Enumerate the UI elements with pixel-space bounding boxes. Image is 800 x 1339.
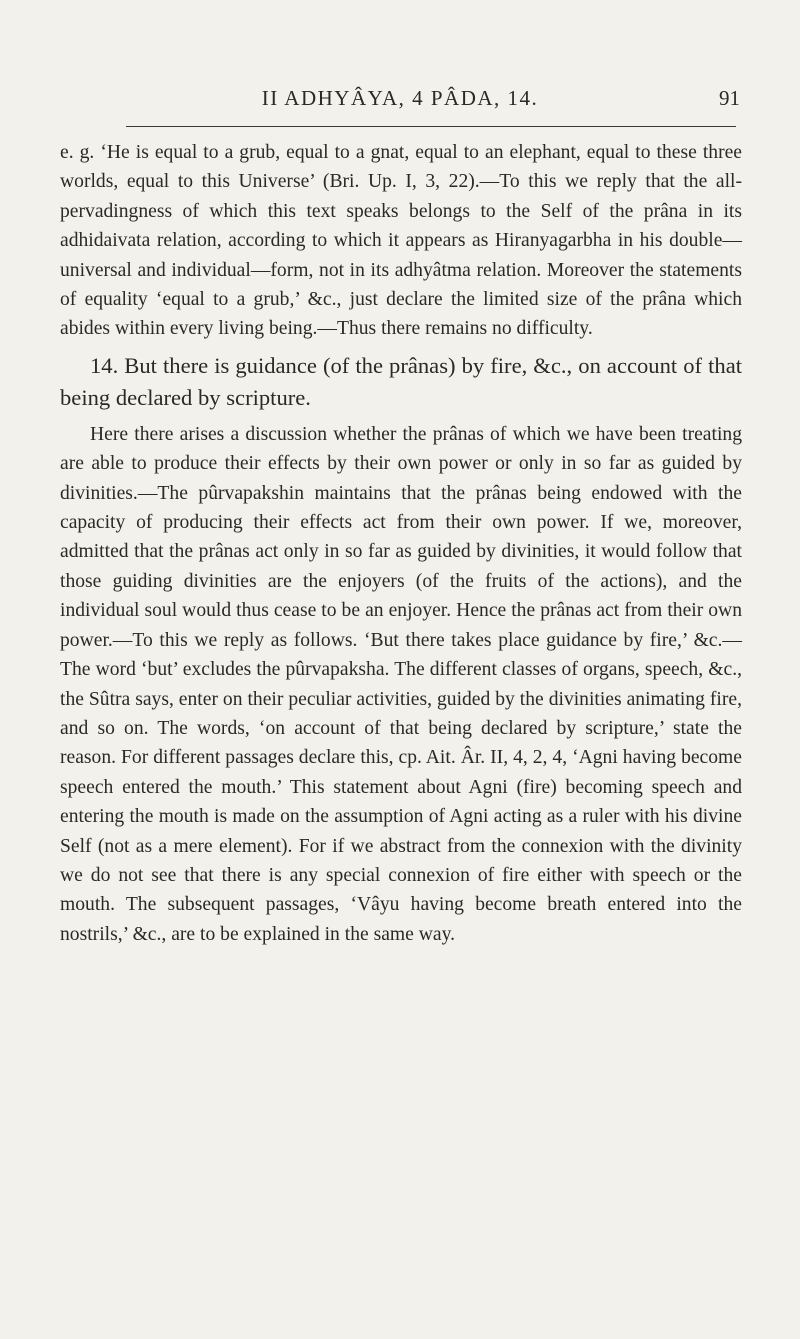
page-number: 91	[719, 86, 740, 110]
running-title: II ADHYÂYA, 4 PÂDA, 14.	[261, 86, 539, 110]
sutra-heading: 14. But there is guidance (of the prânas) by fire, &c., on account of that being declared by scripture.	[60, 352, 742, 410]
running-head	[60, 86, 740, 120]
paragraph-commentary: Here there arises a discussion whether the prânas of which we have been treating are able to produce their effects by their own power or only in so far as guided by divinities.—The pûrvapakshin maintains that the prânas being endowed with the capacity of producing their effects act from their own power. If we, moreover, admitted that the prânas act only in so far as guided by divinities, it would follow that those guiding divinities are the enjoyers (of the fruits of the actions), and the individual soul would thus cease to be an enjoyer. Hence the prânas act from their own power.—To this we reply as follows. ‘But there takes place guidance by fire,’ &c.—The word ‘but’ excludes the pûrvapaksha. The different classes of organs, speech, &c., the Sûtra says, enter on their peculiar activities, guided by the divinities animating fire, and so on. The words, ‘on account of that being declared by scripture,’ state the reason. For different passages declare this, cp. Ait. Âr. II, 4, 2, 4, ‘Agni having become speech entered the mouth.’ This statement about Agni (fire) becoming speech and entering the mouth is made on the assumption of Agni acting as a ruler with his divine Self (not as a mere element). For if we abstract from the connexion with the divinity we do not see that there is any special connexion of fire either with speech or the mouth. The subsequent passages, ‘Vâyu having become breath entered into the nostrils,’ &c., are to be explained in the same way.	[60, 423, 742, 945]
header-rule	[126, 126, 736, 127]
body-text	[60, 138, 742, 949]
paragraph-intro: e. g. ‘He is equal to a grub, equal to a gnat, equal to an elephant, equal to these three worlds, equal to this Universe’ (Bri. Up. I, 3, 22).—To this we reply that the all-pervadingness of which this text speaks belongs to the Self of the prâna in its adhidaivata relation, according to which it appears as Hiranyagarbha in his double—universal and individual—form, not in its adhyâtma relation. Moreover the statements of equality ‘equal to a grub,’ &c., just declare the limited size of the prâna which abides within every living being.—Thus there remains no difficulty.	[60, 142, 742, 340]
